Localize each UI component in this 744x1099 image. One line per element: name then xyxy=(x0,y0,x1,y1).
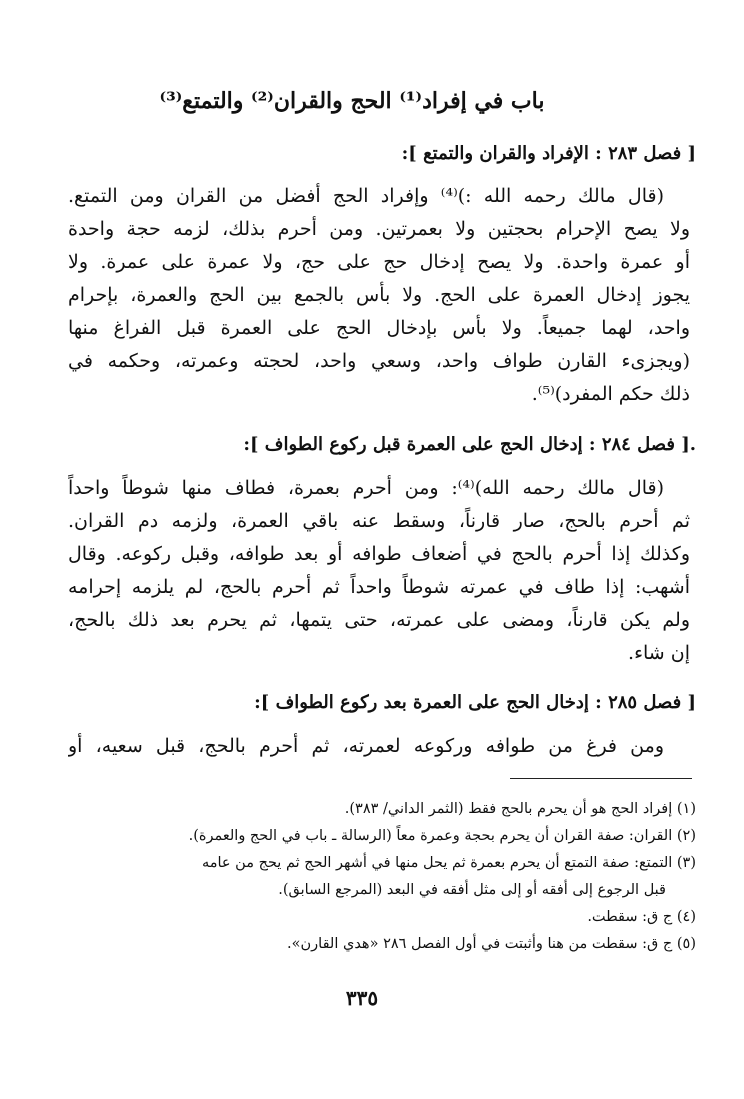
text-line: ولا يصح الإحرام بحجتين ولا بعمرتين. ومن أحرم بذلك، لزمه حجة واحدة xyxy=(68,218,690,240)
footnote-2: (٢) القران: صفة القران أن يحرم بحجة وعمرة معاً (الرسالة ـ باب في الحج والعمرة). xyxy=(188,828,696,844)
text-line: ومن فرغ من طوافه وركوعه لعمرته، ثم أحرم بالحج، قبل سعيه، أو xyxy=(68,735,664,757)
text-line: (قال مالك رحمه الله)⁽⁴⁾: ومن أحرم بعمرة، فطاف منها شوطاً واحداً xyxy=(68,477,664,499)
text-line: (قال مالك رحمه الله :)⁽⁴⁾ وإفراد الحج أفضل من القران ومن التمتع. xyxy=(68,185,664,207)
text-line: يجوز إدخال العمرة على الحج. ولا بأس بالجمع بين الحج والعمرة، بإحرام xyxy=(68,284,690,306)
text-line: إن شاء. xyxy=(628,642,690,664)
footnote-4: (٤) ج ق: سقطت. xyxy=(587,909,696,925)
chapter-title: باب في إفراد⁽¹⁾ الحج والقران⁽²⁾ والتمتع⁽³⁾ xyxy=(159,88,545,114)
text-line: أشهب: إذا طاف في عمرته شوطاً واحداً ثم أحرم بالحج، لم يلزمه إحرامه xyxy=(68,576,690,598)
footnote-separator xyxy=(510,778,692,779)
section-body-285 xyxy=(68,730,690,763)
text-line: (ويجزىء القارن طواف واحد، وسعي واحد، لحجته وعمرته، وحكمه في xyxy=(68,350,690,372)
footnote-5: (٥) ج ق: سقطت من هنا وأثبتت في أول الفصل ٢٨٦ «هدي القارن». xyxy=(287,936,696,952)
text-line: ولم يكن قارناً، ومضى على عمرته، حتى يتمها، ثم يحرم بعد ذلك بالحج، xyxy=(68,609,690,631)
text-line: ثم أحرم بالحج، صار قارناً، وسقط عنه باقي العمرة، ولزمه دم القران. xyxy=(68,510,690,532)
section-heading-284: .[ فصل ٢٨٤ : إدخال الحج على العمرة قبل ركوع الطواف ]: xyxy=(243,434,696,455)
page-number: ٣٣٥ xyxy=(345,986,379,1010)
section-body-284 xyxy=(68,472,690,670)
footnote-1: (١) إفراد الحج هو أن يحرم بالحج فقط (الثمر الداني/ ٣٨٣). xyxy=(344,801,696,817)
section-heading-285: [ فصل ٢٨٥ : إدخال الحج على العمرة بعد ركوع الطواف ]: xyxy=(254,692,696,713)
section-body-283 xyxy=(68,180,690,411)
footnotes xyxy=(50,796,696,958)
footnote-3-continued: قبل الرجوع إلى أفقه أو إلى مثل أفقه في البعد (المرجع السابق). xyxy=(278,882,666,898)
text-line: واحد، لهما جميعاً. ولا بأس بإدخال الحج على العمرة قبل الفراغ منها xyxy=(68,317,690,339)
text-line: وكذلك إذا أحرم بالحج في أضعاف طوافه أو بعد طوافه، وقبل ركوعه. وقال xyxy=(68,543,690,565)
text-line: أو عمرة واحدة. ولا يصح إدخال حج على حج، ولا عمرة على عمرة. ولا xyxy=(68,251,690,273)
section-heading-283: [ فصل ٢٨٣ : الإفراد والقران والتمتع ]: xyxy=(401,143,696,164)
footnote-3: (٣) التمتع: صفة التمتع أن يحرم بعمرة ثم يحل منها في أشهر الحج ثم يحج من عامه xyxy=(201,855,696,871)
text-line: ذلك حكم المفرد)⁽⁵⁾. xyxy=(531,383,690,405)
